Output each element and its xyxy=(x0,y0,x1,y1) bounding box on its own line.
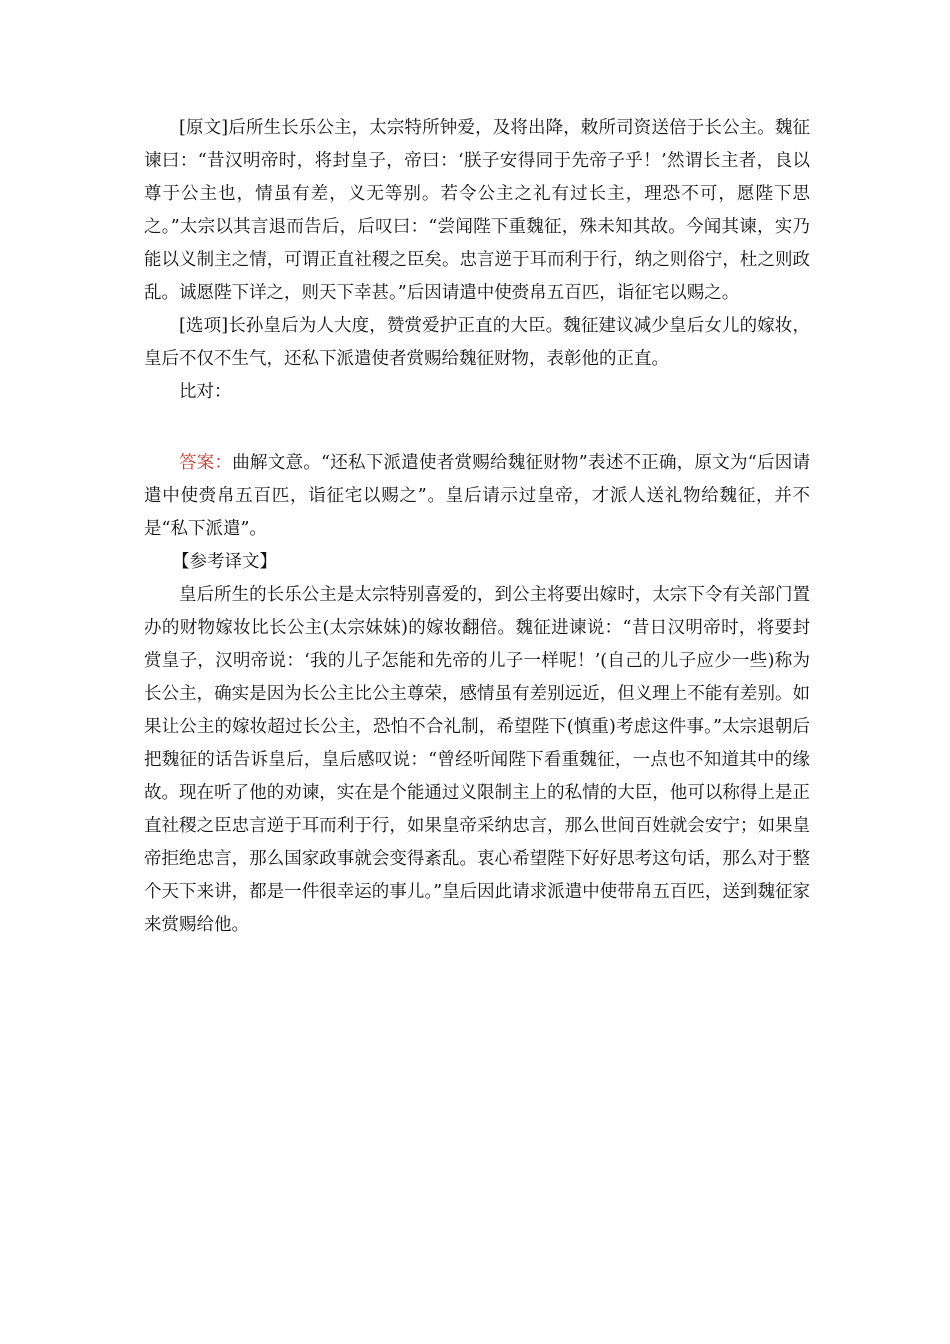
compare-label: 比对： xyxy=(179,382,232,402)
spacer xyxy=(144,409,810,447)
option-paragraph: [选项]长孙皇后为人大度，赞赏爱护正直的大臣。魏征建议减少皇后女儿的嫁妆，皇后不仅不生气，还私下派遣使者赏赐给魏征财物，表彰他的正直。 xyxy=(144,316,810,369)
original-text-paragraph: [原文]后所生长乐公主，太宗特所钟爱，及将出降，敕所司资送倍于长公主。魏征谏曰：“昔汉明帝时，将封皇子，帝曰：‘朕子安得同于先帝子乎！’然谓长主者，良以尊于公主也，情虽有差，义无等别。若令公主之礼有过长主，理恐不可，愿陛下思之。”太宗以其言退而告后，后叹曰：“尝闻陛下重魏征，殊未知其故。今闻其谏，实乃能以义制主之情，可谓正直社稷之臣矣。忠言逆于耳而利于行，纳之则俗宁，杜之则政乱。诚愿陛下详之，则天下幸甚。”后因请遣中使赍帛五百匹，诣征宅以赐之。 xyxy=(144,118,810,303)
answer-paragraph xyxy=(144,447,810,546)
translation-heading: 【参考译文】 xyxy=(172,552,277,572)
translation-paragraph: 皇后所生的长乐公主是太宗特别喜爱的，到公主将要出嫁时，太宗下令有关部门置办的财物嫁妆比长公主(太宗妹妹)的嫁妆翻倍。魏征进谏说：“昔日汉明帝时，将要封赏皇子，汉明帝说：‘我的儿子怎能和先帝的儿子一样呢！’(自己的儿子应少一些)称为长公主，确实是因为长公主比公主尊荣，感情虽有差别远近，但义理上不能有差别。如果让公主的嫁妆超过长公主，恐怕不合礼制，希望陛下(慎重)考虑这件事。”太宗退朝后把魏征的话告诉皇后，皇后感叹说：“曾经听闻陛下看重魏征，一点也不知道其中的缘故。现在听了他的劝谏，实在是个能通过义限制主上的私情的大臣，他可以称得上是正直社稷之臣忠言逆于耳而利于行，如果皇帝采纳忠言，那么世间百姓就会安宁；如果皇帝拒绝忠言，那么国家政事就会变得紊乱。衷心希望陛下好好思考这句话，那么对于整个天下来讲，都是一件很幸运的事儿。”皇后因此请求派遣中使带帛五百匹，送到魏征家来赏赐给他。 xyxy=(144,585,810,935)
document-body xyxy=(144,112,810,942)
answer-text: 曲解文意。“还私下派遣使者赏赐给魏征财物”表述不正确，原文为“后因请遣中使赍帛五百匹，诣征宅以赐之”。皇后请示过皇帝，才派人送礼物给魏征，并不是“私下派遣”。 xyxy=(144,453,810,539)
answer-label: 答案： xyxy=(179,453,233,473)
